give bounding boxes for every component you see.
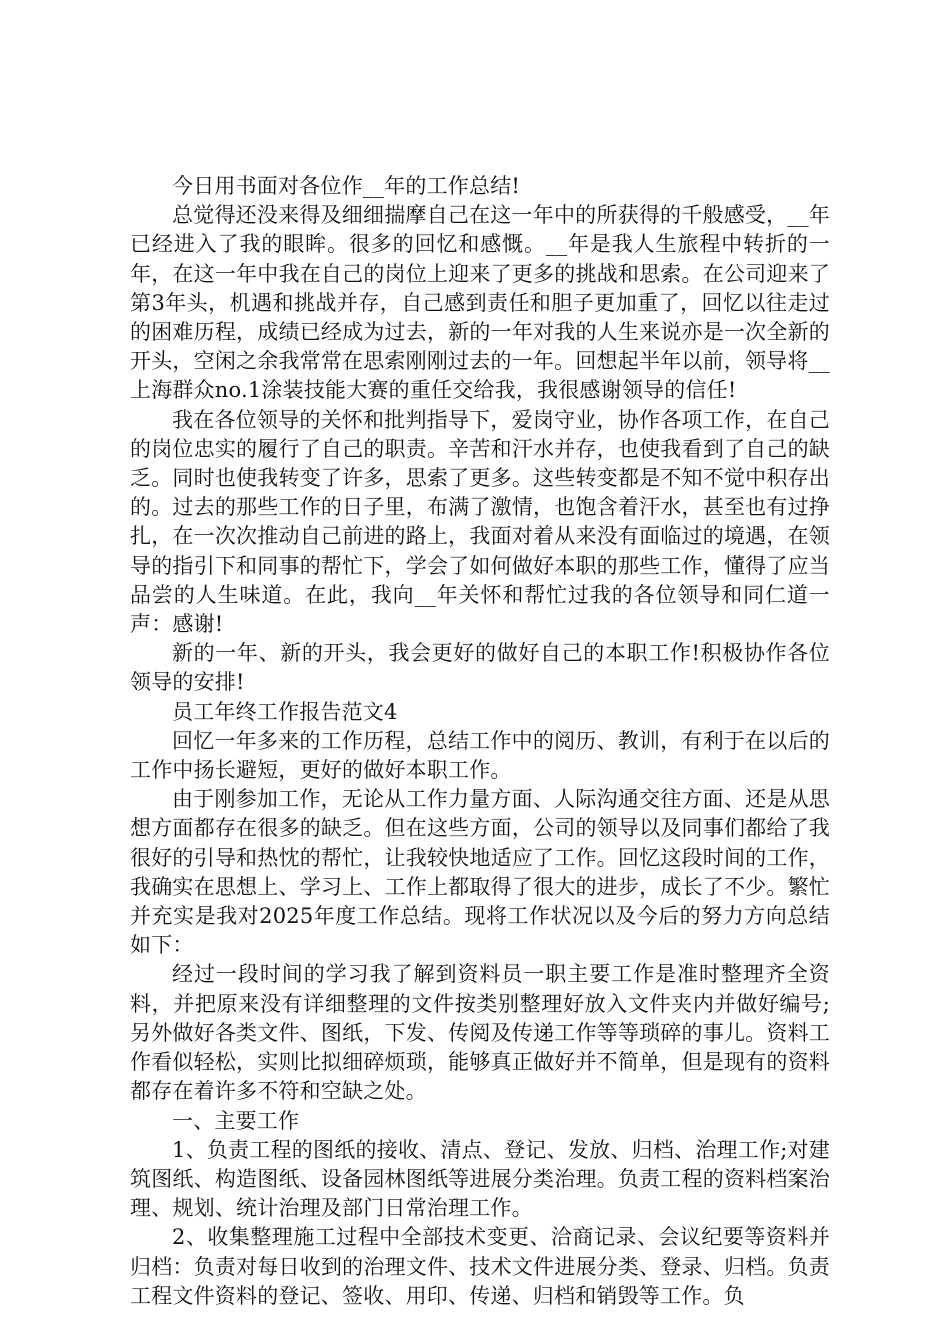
paragraph-opening: 今日用书面对各位作__年的工作总结!	[172, 174, 521, 198]
document-body	[130, 172, 830, 1311]
paragraph-new-year: 新的一年、新的开头，我会更好的做好自己的本职工作!积极协作各位领导的安排!	[130, 641, 830, 695]
section-heading-main-work: 一、主要工作	[172, 1108, 300, 1133]
list-item-records: 2、收集整理施工过程中全部技术变更、洽商记录、会议纪要等资料并归档：负责对每日收到的治理文件、技术文件进展分类、登录、归档。负责工程文件资料的登记、签收、用印、传递、归档和销毁等工作。负	[130, 1225, 830, 1308]
paragraph-archivist-duties: 经过一段时间的学习我了解到资料员一职主要工作是准时整理齐全资料，并把原来没有详细整理的文件按类别整理好放入文件夹内并做好编号;另外做好各类文件、图纸，下发、传阅及传递工作等等琐碎的事儿。资料工作看似轻松，实则比拟细碎烦琐，能够真正做好并不简单，但是现有的资料都存在着许多不符和空缺之处。	[130, 962, 830, 1104]
paragraph-review: 回忆一年多来的工作历程，总结工作中的阅历、教训，有利于在以后的工作中扬长避短，更好的做好本职工作。	[130, 728, 830, 783]
section-title-sample-4: 员工年终工作报告范文4	[172, 699, 398, 724]
paragraph-growth: 我在各位领导的关怀和批判指导下，爱岗守业，协作各项工作，在自己的岗位忠实的履行了自己的职责。辛苦和汗水并存，也使我看到了自己的缺乏。同时也使我转变了许多，思索了更多。这些转变都是不知不觉中积存出的。过去的那些工作的日子里，布满了激情，也饱含着汗水，甚至也有过挣扎，在一次次推动自己前进的路上，我面对着从来没有面临过的境遇，在领导的指引下和同事的帮忙下，学会了如何做好本职的那些工作，懂得了应当品尝的人生味道。在此，我向__年关怀和帮忙过我的各位领导和同仁道一声：感谢!	[130, 407, 830, 637]
list-item-drawings: 1、负责工程的图纸的接收、清点、登记、发放、归档、治理工作;对建筑图纸、构造图纸、设备园林图纸等进展分类治理。负责工程的资料档案治理、规划、统计治理及部门日常治理工作。	[130, 1137, 830, 1221]
paragraph-year-reflection: 总觉得还没来得及细细揣摩自己在这一年中的所获得的千般感受，__年已经进入了我的眼眸。很多的回忆和感慨。__年是我人生旅程中转折的一年，在这一年中我在自己的岗位上迎来了更多的挑战和思索。在公司迎来了第3年头，机遇和挑战并存，自己感到责任和胆子更加重了，回忆以往走过的困难历程，成绩已经成为过去，新的一年对我的人生来说亦是一次全新的开头，空闲之余我常常在思索刚刚过去的一年。回想起半年以前，领导将__上海群众no.1涂装技能大赛的重任交给我，我很感谢领导的信任!	[130, 203, 830, 403]
paragraph-new-job: 由于刚参加工作，无论从工作力量方面、人际沟通交往方面、还是从思想方面都存在很多的缺乏。但在这些方面，公司的领导以及同事们都给了我很好的引导和热忱的帮忙，让我较快地适应了工作。回忆这段时间的工作，我确实在思想上、学习上、工作上都取得了很大的进步，成长了不少。繁忙并充实是我对2025年度工作总结。现将工作状况以及今后的努力方向总结如下：	[130, 787, 830, 958]
